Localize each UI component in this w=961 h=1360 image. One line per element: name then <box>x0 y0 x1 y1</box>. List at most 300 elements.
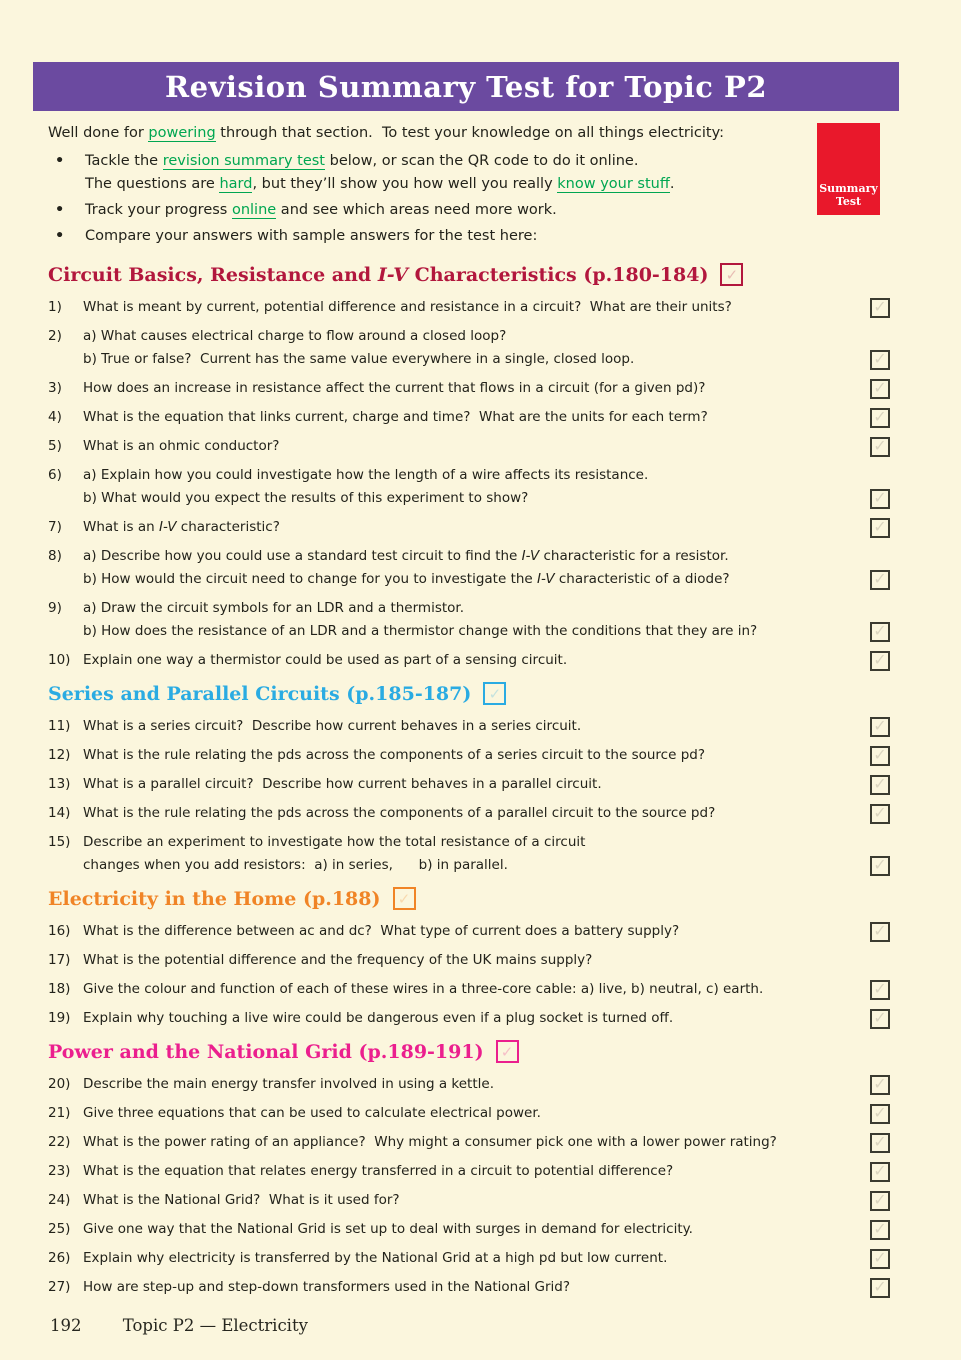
checkbox-cell <box>862 325 890 348</box>
text-segment: characteristic of a diode? <box>554 571 730 587</box>
text-segment: a) Draw the circuit symbols for an LDR and a thermistor. <box>83 600 465 616</box>
question-checkbox[interactable] <box>870 379 890 399</box>
checkbox-cell <box>862 597 890 620</box>
text-segment: Describe the main energy transfer involved in using a kettle. <box>83 1076 494 1092</box>
question-row <box>48 831 890 877</box>
question-row <box>48 920 890 943</box>
question-text <box>83 597 862 620</box>
question-row <box>48 296 890 319</box>
text-segment: Give one way that the National Grid is set up to deal with surges in demand for electricity. <box>83 1221 693 1237</box>
text-segment: Circuit Basics, Resistance and <box>48 263 378 286</box>
question-text <box>83 715 862 738</box>
text-segment: a) What causes electrical charge to flow around a closed loop? <box>83 328 507 344</box>
section-series-parallel <box>48 682 890 877</box>
question-number: 27) <box>48 1279 71 1295</box>
question-number: 3) <box>48 380 62 396</box>
checkbox-cell <box>862 949 890 972</box>
question-line <box>48 348 890 371</box>
question-checkbox[interactable] <box>870 437 890 457</box>
question-number: 15) <box>48 834 71 850</box>
checkbox-cell <box>862 1073 890 1096</box>
question-number: 6) <box>48 467 62 483</box>
text-segment: Describe an experiment to investigate how the total resistance of a circuit <box>83 834 586 850</box>
question-checkbox[interactable] <box>870 1075 890 1095</box>
checkbox-cell <box>862 802 890 825</box>
checkbox-cell <box>862 1131 890 1154</box>
checkbox-cell <box>862 348 890 371</box>
check-icon: ✓ <box>873 921 887 940</box>
page-banner <box>33 62 899 111</box>
bullet-icon: • <box>55 228 65 244</box>
checkbox-cell <box>862 1189 890 1212</box>
intro-line <box>48 122 804 145</box>
question-number: 19) <box>48 1010 71 1026</box>
page-footer <box>50 1316 308 1335</box>
question-checkbox[interactable] <box>870 717 890 737</box>
question-number: 18) <box>48 981 71 997</box>
text-segment: What is the power rating of an appliance? Why might a consumer pick one with a lower power rating? <box>83 1134 777 1150</box>
question-row <box>48 1102 890 1125</box>
check-icon: ✓ <box>873 378 887 397</box>
question-line <box>48 920 890 943</box>
question-number: 7) <box>48 519 62 535</box>
question-line <box>48 1276 890 1299</box>
text-segment: a) Explain how you could investigate how the length of a wire affects its resistance. <box>83 467 649 483</box>
question-row <box>48 649 890 672</box>
question-line <box>48 744 890 767</box>
question-number: 23) <box>48 1163 71 1179</box>
question-line <box>48 1189 890 1212</box>
bullet-icon: • <box>55 202 65 218</box>
question-text <box>83 464 862 487</box>
check-icon: ✓ <box>873 855 887 874</box>
question-line <box>48 296 890 319</box>
section-title-power-national-grid <box>48 1040 890 1063</box>
text-segment: b) How does the resistance of an LDR and a thermistor change with the conditions that they are in? <box>83 623 758 639</box>
question-line <box>48 545 890 568</box>
check-icon: ✓ <box>873 1161 887 1180</box>
text-segment: What is a series circuit? Describe how current behaves in a series circuit. <box>83 718 582 734</box>
question-text <box>83 620 862 643</box>
question-number: 26) <box>48 1250 71 1266</box>
section-title-electricity-home <box>48 887 890 910</box>
check-icon: ✓ <box>873 297 887 316</box>
text-segment: b) How would the circuit need to change for you to investigate the <box>83 571 538 587</box>
question-line <box>48 377 890 400</box>
check-icon: ✓ <box>500 1042 514 1061</box>
text-segment: What is the difference between ac and dc? What type of current does a battery supply? <box>83 923 680 939</box>
section-circuit-basics <box>48 263 890 672</box>
page-title: Revision Summary Test for Topic P2 <box>164 69 768 104</box>
text-segment: Electricity in the Home (p.188) <box>48 887 381 910</box>
text-segment: Explain why touching a live wire could be dangerous even if a plug socket is turned off. <box>83 1010 674 1026</box>
question-number: 25) <box>48 1221 71 1237</box>
text-segment: I-V <box>521 548 540 564</box>
question-row <box>48 545 890 591</box>
question-checkbox[interactable] <box>870 1278 890 1298</box>
checkbox-cell <box>862 545 890 568</box>
question-text <box>83 348 862 371</box>
check-icon: ✓ <box>873 979 887 998</box>
question-checkbox[interactable] <box>870 1133 890 1153</box>
section-title-text <box>48 683 471 705</box>
text-segment: Compare your answers with sample answers for the test here: <box>85 228 538 244</box>
checkbox-cell <box>862 1007 890 1030</box>
text-segment: Characteristics (p.180-184) <box>407 263 709 286</box>
question-text <box>83 920 862 943</box>
section-electricity-home <box>48 887 890 1030</box>
checkbox-cell <box>862 649 890 672</box>
text-segment: changes when you add resistors: a) in series, b) in parallel. <box>83 857 508 873</box>
question-row <box>48 1276 890 1299</box>
intro-bullets <box>48 150 804 248</box>
question-text <box>83 978 862 1001</box>
check-icon: ✓ <box>873 803 887 822</box>
text-segment: What is the rule relating the pds across the components of a parallel circuit to the source pd? <box>83 805 716 821</box>
question-row <box>48 1189 890 1212</box>
question-number: 2) <box>48 328 62 344</box>
question-number: 4) <box>48 409 62 425</box>
text-segment: I-V <box>377 263 408 286</box>
check-icon: ✓ <box>873 1248 887 1267</box>
text-segment: What is the equation that links current, charge and time? What are the units for each term? <box>83 409 708 425</box>
question-checkbox[interactable] <box>870 1249 890 1269</box>
question-line <box>48 1007 890 1030</box>
checkbox-cell <box>862 1102 890 1125</box>
question-text <box>83 854 862 877</box>
question-line <box>48 597 890 620</box>
checkbox-cell <box>862 744 890 767</box>
question-number: 13) <box>48 776 71 792</box>
question-text <box>83 1189 862 1212</box>
check-icon: ✓ <box>488 684 502 703</box>
text-segment: How does an increase in resistance affect the current that flows in a circuit (for a given pd)? <box>83 380 706 396</box>
text-segment: I-V <box>158 519 177 535</box>
badge-line: Test <box>835 195 862 208</box>
question-line <box>48 978 890 1001</box>
question-number: 16) <box>48 923 71 939</box>
question-text <box>83 296 862 319</box>
question-line <box>48 568 890 591</box>
question-row <box>48 1073 890 1096</box>
question-checkbox[interactable] <box>870 489 890 509</box>
text-segment: What is the potential difference and the frequency of the UK mains supply? <box>83 952 593 968</box>
question-text <box>83 1160 862 1183</box>
question-line <box>48 854 890 877</box>
section-checkbox[interactable] <box>393 887 416 910</box>
checkbox-cell <box>862 773 890 796</box>
question-sections <box>48 253 890 1305</box>
inline-link[interactable]: hard <box>219 176 253 192</box>
checkbox-cell <box>862 464 890 487</box>
text-segment: Give the colour and function of each of these wires in a three-core cable: a) live, b) neutral, c) earth. <box>83 981 764 997</box>
text-segment: , but they’ll show you how well you really <box>252 176 558 192</box>
question-checkbox[interactable] <box>870 775 890 795</box>
bullet-text <box>85 150 804 196</box>
question-number: 9) <box>48 600 62 616</box>
question-number: 1) <box>48 299 62 315</box>
question-number: 11) <box>48 718 71 734</box>
text-segment: through that section. To test your knowledge on all things electricity: <box>215 125 725 141</box>
text-segment: How are step-up and step-down transformers used in the National Grid? <box>83 1279 571 1295</box>
question-checkbox[interactable] <box>870 1220 890 1240</box>
question-text <box>83 568 862 591</box>
text-segment: What is an <box>83 519 159 535</box>
question-checkbox[interactable] <box>870 298 890 318</box>
checkbox-cell <box>862 516 890 539</box>
question-number: 22) <box>48 1134 71 1150</box>
question-line <box>48 435 890 458</box>
check-icon: ✓ <box>873 407 887 426</box>
question-checkbox[interactable] <box>870 408 890 428</box>
question-text <box>83 487 862 510</box>
question-row <box>48 773 890 796</box>
question-line <box>48 715 890 738</box>
question-text <box>83 1131 862 1154</box>
question-line <box>48 949 890 972</box>
check-icon: ✓ <box>873 774 887 793</box>
checkbox-cell <box>862 920 890 943</box>
question-text <box>83 377 862 400</box>
question-line <box>48 1131 890 1154</box>
question-row <box>48 744 890 767</box>
section-title-series-parallel <box>48 682 890 705</box>
question-number: 5) <box>48 438 62 454</box>
question-line <box>48 649 890 672</box>
check-icon: ✓ <box>873 621 887 640</box>
bullet-line <box>85 173 804 196</box>
question-checkbox[interactable] <box>870 1009 890 1029</box>
checkbox-cell <box>862 1218 890 1241</box>
question-row <box>48 802 890 825</box>
question-text <box>83 545 862 568</box>
question-text <box>83 1102 862 1125</box>
checkbox-cell <box>862 715 890 738</box>
question-text <box>83 435 862 458</box>
footer-topic-label: Topic P2 — Electricity <box>122 1316 308 1335</box>
question-text <box>83 1276 862 1299</box>
question-row <box>48 597 890 643</box>
bullet-text <box>85 225 804 248</box>
check-icon: ✓ <box>725 265 739 284</box>
question-text <box>83 744 862 767</box>
text-segment: The questions are <box>85 176 220 192</box>
question-text <box>83 773 862 796</box>
question-row <box>48 1218 890 1241</box>
check-icon: ✓ <box>873 517 887 536</box>
question-checkbox[interactable] <box>870 1162 890 1182</box>
checkbox-cell <box>862 1247 890 1270</box>
question-row <box>48 1007 890 1030</box>
badge-line: Summary <box>819 182 878 195</box>
question-text <box>83 1218 862 1241</box>
text-segment: a) Describe how you could use a standard test circuit to find the <box>83 548 522 564</box>
checkbox-cell <box>862 620 890 643</box>
text-segment: Give three equations that can be used to calculate electrical power. <box>83 1105 541 1121</box>
question-checkbox[interactable] <box>870 1191 890 1211</box>
text-segment: characteristic for a resistor. <box>539 548 729 564</box>
checkbox-cell <box>862 377 890 400</box>
question-row <box>48 406 890 429</box>
section-checkbox[interactable] <box>496 1040 519 1063</box>
question-row <box>48 949 890 972</box>
section-checkbox[interactable] <box>720 263 743 286</box>
text-segment: What is the National Grid? What is it used for? <box>83 1192 400 1208</box>
bullet-line <box>85 150 804 173</box>
bullet-item <box>48 199 804 222</box>
question-text <box>83 406 862 429</box>
question-checkbox[interactable] <box>870 856 890 876</box>
checkbox-cell <box>862 854 890 877</box>
question-row <box>48 978 890 1001</box>
checkbox-cell <box>862 1276 890 1299</box>
check-icon: ✓ <box>873 488 887 507</box>
check-icon: ✓ <box>873 1190 887 1209</box>
text-segment: I-V <box>537 571 555 587</box>
checkbox-cell <box>862 1160 890 1183</box>
question-checkbox[interactable] <box>870 651 890 671</box>
question-line <box>48 325 890 348</box>
question-checkbox[interactable] <box>870 980 890 1000</box>
text-segment: Power and the National Grid (p.189-191) <box>48 1040 484 1063</box>
page-number: 192 <box>50 1316 82 1335</box>
text-segment: What is meant by current, potential difference and resistance in a circuit? What are their units? <box>83 299 732 315</box>
text-segment: Explain one way a thermistor could be used as part of a sensing circuit. <box>83 652 568 668</box>
check-icon: ✓ <box>873 1219 887 1238</box>
question-text <box>83 949 862 972</box>
intro-block <box>48 122 804 251</box>
text-segment: Well done for <box>48 125 149 141</box>
question-text <box>83 325 862 348</box>
section-title-text <box>48 264 708 286</box>
question-line <box>48 620 890 643</box>
question-line <box>48 406 890 429</box>
question-text <box>83 1247 862 1270</box>
question-line <box>48 1102 890 1125</box>
check-icon: ✓ <box>397 889 411 908</box>
question-number: 10) <box>48 652 71 668</box>
question-row <box>48 464 890 510</box>
checkbox-cell <box>862 568 890 591</box>
check-icon: ✓ <box>873 650 887 669</box>
inline-link[interactable]: revision summary test <box>162 153 325 169</box>
text-segment: characteristic? <box>176 519 280 535</box>
question-line <box>48 516 890 539</box>
bullet-item <box>48 225 804 248</box>
question-line <box>48 831 890 854</box>
section-checkbox[interactable] <box>483 682 506 705</box>
text-segment: Explain why electricity is transferred by the National Grid at a high pd but low current. <box>83 1250 668 1266</box>
text-segment: Tackle the <box>85 153 163 169</box>
checkbox-cell <box>862 296 890 319</box>
section-title-circuit-basics <box>48 263 890 286</box>
inline-link[interactable]: online <box>231 202 277 218</box>
check-icon: ✓ <box>873 716 887 735</box>
question-line <box>48 802 890 825</box>
question-checkbox[interactable] <box>870 622 890 642</box>
text-segment: What is an ohmic conductor? <box>83 438 280 454</box>
text-segment: Series and Parallel Circuits (p.185-187) <box>48 682 472 705</box>
check-icon: ✓ <box>873 436 887 455</box>
text-segment: and see which areas need more work. <box>276 202 557 218</box>
section-power-national-grid <box>48 1040 890 1299</box>
summary-test-badge[interactable] <box>817 123 880 215</box>
question-checkbox[interactable] <box>870 922 890 942</box>
question-number: 12) <box>48 747 71 763</box>
question-line <box>48 464 890 487</box>
question-row <box>48 715 890 738</box>
question-text <box>83 649 862 672</box>
inline-link[interactable]: powering <box>148 125 216 141</box>
question-row <box>48 1160 890 1183</box>
checkbox-cell <box>862 487 890 510</box>
bullet-text <box>85 199 804 222</box>
text-segment: What is the equation that relates energy transferred in a circuit to potential difference? <box>83 1163 674 1179</box>
question-number: 21) <box>48 1105 71 1121</box>
bullet-line <box>85 199 804 222</box>
question-row <box>48 325 890 371</box>
question-line <box>48 1218 890 1241</box>
question-text <box>83 516 862 539</box>
question-checkbox[interactable] <box>870 518 890 538</box>
text-segment: What is the rule relating the pds across the components of a series circuit to the source pd? <box>83 747 705 763</box>
question-row <box>48 516 890 539</box>
check-icon: ✓ <box>873 1008 887 1027</box>
text-segment: Track your progress <box>85 202 232 218</box>
check-icon: ✓ <box>873 569 887 588</box>
question-checkbox[interactable] <box>870 804 890 824</box>
question-text <box>83 1073 862 1096</box>
text-segment: b) True or false? Current has the same value everywhere in a single, closed loop. <box>83 351 635 367</box>
bullet-item <box>48 150 804 196</box>
checkbox-cell <box>862 978 890 1001</box>
question-row <box>48 435 890 458</box>
question-number: 24) <box>48 1192 71 1208</box>
checkbox-cell <box>862 435 890 458</box>
question-checkbox[interactable] <box>870 570 890 590</box>
question-line <box>48 487 890 510</box>
check-icon: ✓ <box>873 745 887 764</box>
check-icon: ✓ <box>873 1277 887 1296</box>
question-row <box>48 1247 890 1270</box>
question-line <box>48 773 890 796</box>
check-icon: ✓ <box>873 1132 887 1151</box>
text-segment: b) What would you expect the results of this experiment to show? <box>83 490 529 506</box>
question-text <box>83 831 862 854</box>
question-row <box>48 377 890 400</box>
question-number: 14) <box>48 805 71 821</box>
question-text <box>83 802 862 825</box>
bullet-line <box>85 225 804 248</box>
question-row <box>48 1131 890 1154</box>
question-checkbox[interactable] <box>870 1104 890 1124</box>
question-checkbox[interactable] <box>870 350 890 370</box>
question-line <box>48 1160 890 1183</box>
question-line <box>48 1073 890 1096</box>
check-icon: ✓ <box>873 1074 887 1093</box>
section-title-text <box>48 1041 484 1063</box>
question-number: 8) <box>48 548 62 564</box>
text-segment: What is a parallel circuit? Describe how current behaves in a parallel circuit. <box>83 776 602 792</box>
inline-link[interactable]: know your stuff <box>557 176 670 192</box>
question-text <box>83 1007 862 1030</box>
check-icon: ✓ <box>873 1103 887 1122</box>
question-checkbox[interactable] <box>870 746 890 766</box>
text-segment: . <box>669 176 675 192</box>
check-icon: ✓ <box>873 349 887 368</box>
text-segment: below, or scan the QR code to do it online. <box>325 153 639 169</box>
bullet-icon: • <box>55 153 65 169</box>
